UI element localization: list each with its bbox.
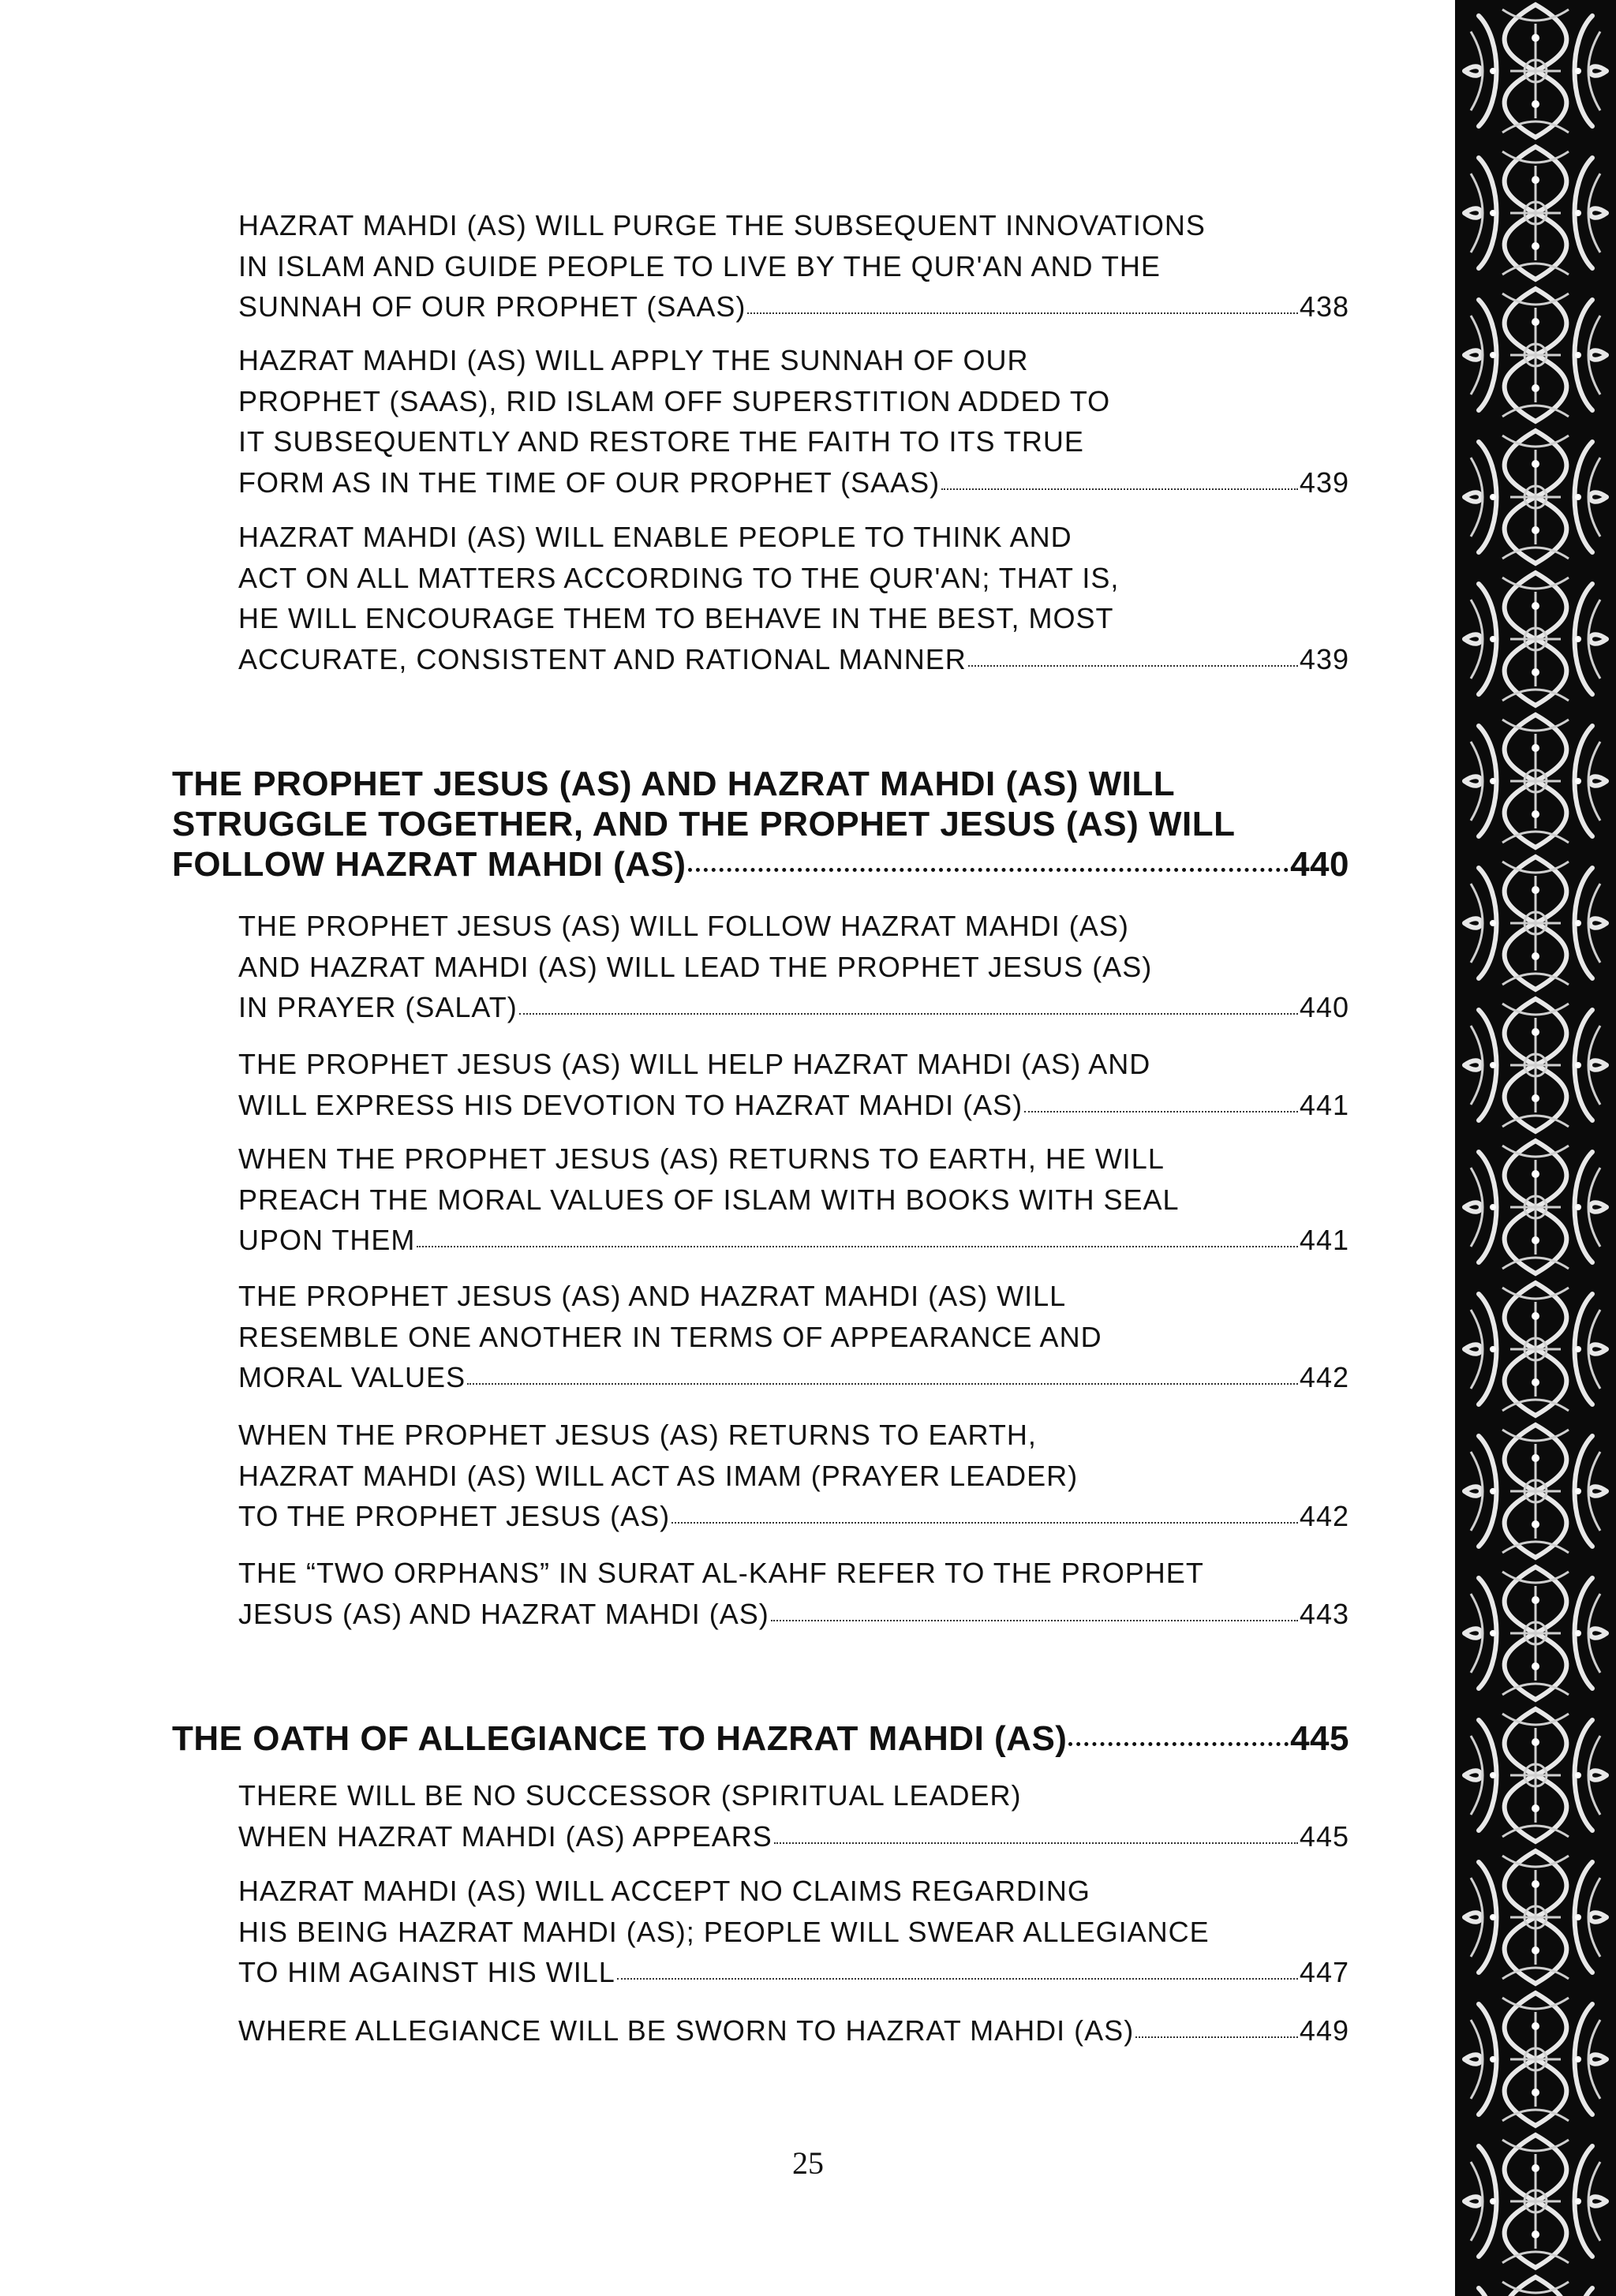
entry-line: ACCURATE, CONSISTENT AND RATIONAL MANNER	[238, 642, 967, 675]
heading-page-number: 440	[1290, 845, 1349, 884]
dot-leader	[519, 1013, 1298, 1015]
entry-page-number: 439	[1299, 642, 1349, 675]
entry-line: WHEN HAZRAT MAHDI (AS) APPEARS	[238, 1819, 772, 1853]
entry-line: PROPHET (SAAS), RID ISLAM OFF SUPERSTITION ADDED TO	[238, 384, 1111, 417]
entry-line: IT SUBSEQUENTLY AND RESTORE THE FAITH TO ITS TRUE	[238, 425, 1084, 458]
section-heading[interactable]	[172, 764, 1349, 884]
dot-leader	[771, 1620, 1298, 1621]
toc-entry[interactable]	[238, 2010, 1349, 2051]
toc-entry[interactable]	[238, 1276, 1349, 1398]
heading-line: THE OATH OF ALLEGIANCE TO HAZRAT MAHDI (AS)	[172, 1719, 1068, 1758]
entry-line: WHEN THE PROPHET JESUS (AS) RETURNS TO EARTH, HE WILL	[238, 1142, 1165, 1175]
entry-line: SUNNAH OF OUR PROPHET (SAAS)	[238, 290, 746, 323]
toc-entry[interactable]	[238, 1415, 1349, 1537]
heading-page-number: 445	[1290, 1719, 1349, 1758]
entry-line: HAZRAT MAHDI (AS) WILL PURGE THE SUBSEQUENT INNOVATIONS	[238, 209, 1206, 241]
dot-leader	[617, 1978, 1298, 1980]
toc-entry[interactable]	[238, 1139, 1349, 1261]
entry-line: ACT ON ALL MATTERS ACCORDING TO THE QUR'AN; THAT IS,	[238, 561, 1120, 594]
entry-line: TO THE PROPHET JESUS (AS)	[238, 1500, 671, 1532]
dot-leader	[671, 1522, 1298, 1524]
entry-line: HIS BEING HAZRAT MAHDI (AS); PEOPLE WILL SWEAR ALLEGIANCE	[238, 1915, 1210, 1948]
dot-leader	[774, 1842, 1298, 1844]
entry-line: WHERE ALLEGIANCE WILL BE SWORN TO HAZRAT MAHDI (AS)	[238, 2014, 1135, 2047]
toc-entry[interactable]	[238, 517, 1349, 679]
entry-line: WHEN THE PROPHET JESUS (AS) RETURNS TO EARTH,	[238, 1419, 1037, 1451]
heading-line: FOLLOW HAZRAT MAHDI (AS)	[172, 845, 686, 884]
entry-page-number: 445	[1299, 1819, 1349, 1853]
toc-entry[interactable]	[238, 1871, 1349, 1993]
entry-line: TO HIM AGAINST HIS WILL	[238, 1956, 615, 1988]
toc-entry[interactable]	[238, 340, 1349, 503]
entry-line: THE PROPHET JESUS (AS) WILL FOLLOW HAZRAT MAHDI (AS)	[238, 910, 1129, 942]
entry-page-number: 447	[1299, 1956, 1349, 1988]
dot-leader	[1068, 1742, 1289, 1746]
entry-line: HAZRAT MAHDI (AS) WILL APPLY THE SUNNAH OF OUR	[238, 344, 1029, 376]
ornament-pattern	[1455, 0, 1616, 2296]
dot-leader	[747, 312, 1298, 314]
dot-leader	[968, 665, 1298, 667]
toc-entry[interactable]	[238, 205, 1349, 327]
entry-page-number: 443	[1299, 1597, 1349, 1630]
toc-entry[interactable]	[238, 1044, 1349, 1125]
section-heading[interactable]	[172, 1718, 1349, 1759]
dot-leader	[467, 1383, 1298, 1385]
entry-line: RESEMBLE ONE ANOTHER IN TERMS OF APPEARANCE AND	[238, 1320, 1102, 1353]
entry-page-number: 441	[1299, 1088, 1349, 1121]
dot-leader	[1024, 1111, 1298, 1112]
entry-line: THE PROPHET JESUS (AS) WILL HELP HAZRAT MAHDI (AS) AND	[238, 1048, 1151, 1080]
page-number: 25	[792, 2145, 824, 2181]
entry-line: THE “TWO ORPHANS” IN SURAT AL-KAHF REFER TO THE PROPHET	[238, 1557, 1204, 1589]
ornament-border	[1455, 0, 1616, 2296]
entry-line: THE PROPHET JESUS (AS) AND HAZRAT MAHDI (AS) WILL	[238, 1280, 1067, 1312]
entry-page-number: 440	[1299, 991, 1349, 1023]
entry-line: IN ISLAM AND GUIDE PEOPLE TO LIVE BY THE QUR'AN AND THE	[238, 249, 1161, 282]
entry-page-number: 442	[1299, 1361, 1349, 1393]
dot-leader	[688, 868, 1289, 872]
entry-line: HAZRAT MAHDI (AS) WILL ACCEPT NO CLAIMS REGARDING	[238, 1875, 1090, 1907]
toc-entry[interactable]	[238, 1775, 1349, 1857]
entry-line: UPON THEM	[238, 1224, 416, 1256]
entry-line: WILL EXPRESS HIS DEVOTION TO HAZRAT MAHDI (AS)	[238, 1088, 1023, 1121]
entry-page-number: 441	[1299, 1224, 1349, 1256]
entry-line: AND HAZRAT MAHDI (AS) WILL LEAD THE PROPHET JESUS (AS)	[238, 950, 1153, 983]
entry-line: FORM AS IN THE TIME OF OUR PROPHET (SAAS)	[238, 466, 941, 499]
heading-line: STRUGGLE TOGETHER, AND THE PROPHET JESUS (AS) WILL	[172, 805, 1236, 843]
entry-line: THERE WILL BE NO SUCCESSOR (SPIRITUAL LEADER)	[238, 1779, 1022, 1812]
entry-line: HAZRAT MAHDI (AS) WILL ACT AS IMAM (PRAYER LEADER)	[238, 1459, 1079, 1492]
heading-line: THE PROPHET JESUS (AS) AND HAZRAT MAHDI (AS) WILL	[172, 765, 1176, 803]
dot-leader	[1135, 2036, 1298, 2038]
toc-entry[interactable]	[238, 906, 1349, 1028]
entry-line: MORAL VALUES	[238, 1361, 466, 1393]
entry-line: HE WILL ENCOURAGE THEM TO BEHAVE IN THE BEST, MOST	[238, 602, 1114, 634]
dot-leader	[417, 1246, 1298, 1247]
entry-page-number: 449	[1299, 2014, 1349, 2047]
entry-line: JESUS (AS) AND HAZRAT MAHDI (AS)	[238, 1597, 769, 1630]
entry-line: IN PRAYER (SALAT)	[238, 991, 518, 1023]
toc-entry[interactable]	[238, 1553, 1349, 1634]
entry-page-number: 438	[1299, 290, 1349, 323]
entry-line: PREACH THE MORAL VALUES OF ISLAM WITH BOOKS WITH SEAL	[238, 1183, 1180, 1216]
dot-leader	[941, 488, 1298, 490]
table-of-contents	[172, 0, 1349, 2296]
entry-line: HAZRAT MAHDI (AS) WILL ENABLE PEOPLE TO THINK AND	[238, 521, 1072, 553]
entry-page-number: 439	[1299, 466, 1349, 499]
entry-page-number: 442	[1299, 1500, 1349, 1532]
